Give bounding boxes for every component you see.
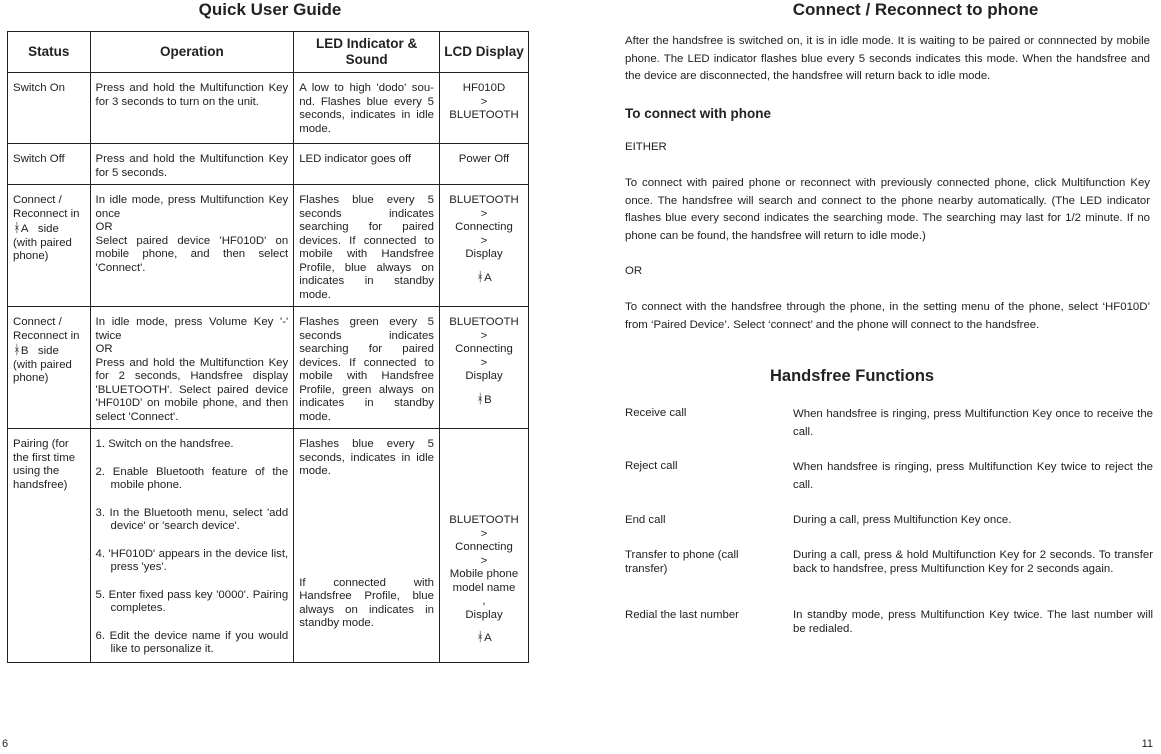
header-lcd: LCD Display [439, 32, 528, 73]
status-line: Reconnect in [13, 329, 80, 342]
option1-paragraph: To connect with paired phone or reconnect with previously connected phone, click Multifunction Key once. The handsfree will search and connect to the phone nearby automatically. (The LED indicator flashes blue every second indicates the searching mode. The searching may last for 1/2 minute. If no phone can be found, the handsfree will return to idle mode.) [625, 177, 1150, 242]
led-text: Flashes blue every 5 seconds, indicates in idle mode. [299, 438, 434, 477]
lcd-cell [439, 73, 528, 144]
lcd-cell [439, 429, 528, 663]
function-row [625, 406, 1155, 440]
lcd-cell: Power Off [439, 144, 528, 185]
lcd-line: , [482, 595, 486, 607]
pairing-step: 4. 'HF010D' appears in the device list, press 'yes'. [95, 547, 289, 573]
connect-title: Connect / Reconnect to phone [792, 0, 1039, 19]
lcd-letter: A [484, 632, 492, 644]
operation-line: In idle mode, press Volume Key '-' twice [95, 316, 289, 342]
operation-line: Press and hold the Multifunction Key for 2 seconds, Handsfree display 'BLUETOOTH'. Select paired device 'HF010D' on mobile phone, and then select 'Connect'. [95, 356, 289, 423]
lcd-line: > [480, 356, 488, 369]
lcd-line: BLUETOOTH [449, 109, 519, 121]
operation-line: OR [95, 343, 113, 355]
header-status: Status [8, 32, 91, 73]
function-desc: When handsfree is ringing, press Multifunction Key once to receive the call. [793, 408, 1153, 438]
led-cell: LED indicator goes off [294, 144, 440, 185]
function-label: Receive call [625, 407, 687, 419]
status-symbol-line [13, 343, 85, 359]
lcd-line: > [480, 207, 488, 220]
function-desc: During a call, press & hold Multifunction Key for 2 seconds. To transfer back to handsfree, press Multifunction Key for 2 seconds again. [793, 549, 1153, 575]
lcd-symbol [445, 630, 523, 646]
or-label: OR [625, 265, 643, 277]
lcd-letter: A [484, 271, 492, 284]
status-cell: Switch On [8, 73, 91, 144]
lcd-symbol [445, 392, 523, 408]
pairing-step: 3. In the Bluetooth menu, select 'add device' or 'search device'. [95, 506, 289, 532]
intro-paragraph: After the handsfree is switched on, it is in idle mode. It is waiting to be paired or connnected by mobile phone. The LED indicator flashes blue every 5 seconds indicates this mode. When the handsfree and the device are disconnected, the handsfree will return back to idle mode. [625, 35, 1150, 82]
lcd-line: HF010D [462, 82, 506, 94]
status-cell: Pairing (for the first time using the handsfree) [8, 429, 91, 663]
lcd-symbol [445, 270, 523, 286]
pairing-step: 6. Edit the device name if you would like to personalize it. [95, 629, 289, 655]
status-cell [8, 185, 91, 307]
function-label: Transfer to phone (call transfer) [625, 549, 739, 575]
function-label: Reject call [625, 460, 678, 472]
function-row [625, 459, 1155, 493]
lcd-line: Connecting [455, 541, 513, 553]
connect-heading: To connect with phone [625, 106, 771, 121]
header-operation: Operation [90, 32, 294, 73]
lcd-line: Connecting [455, 221, 513, 233]
bluetooth-icon: ᚼ [476, 629, 485, 644]
pairing-step: 1. Switch on the handsfree. [95, 438, 234, 450]
lcd-line: Display [465, 248, 503, 260]
function-desc: In standby mode, press Multifunction Key twice. The last number will be redialed. [793, 609, 1153, 635]
status-line: Connect / [13, 194, 62, 206]
function-desc: When handsfree is ringing, press Multifunction Key twice to reject the call. [793, 461, 1153, 491]
page-number-left: 6 [2, 738, 9, 750]
table-row-switch-off [8, 144, 529, 185]
table-row-switch-on [8, 73, 529, 144]
operation-cell [90, 307, 294, 429]
operation-cell [90, 429, 294, 663]
status-line: Connect / [13, 316, 62, 328]
status-line: (with paired phone) [13, 236, 72, 262]
operation-cell [90, 185, 294, 307]
status-line: Reconnect in [13, 207, 80, 220]
lcd-line: Display [465, 370, 503, 382]
lcd-line: Display [465, 608, 503, 621]
lcd-line: BLUETOOTH [449, 194, 519, 206]
led-cell: Flashes blue every 5 seconds indicates searching for paired devices. If connected to mobile with Handsfree Profile, blue always on indicates in standby mode. [294, 185, 440, 307]
right-page [600, 0, 1161, 754]
table-row-connect-b [8, 307, 529, 429]
function-row [625, 548, 1155, 592]
lcd-line: > [480, 95, 488, 108]
pairing-step: 2. Enable Bluetooth feature of the mobile phone. [95, 465, 289, 491]
status-symbol-line [13, 221, 85, 237]
led-text: If connected with Handsfree Profile, blue always on indicates in standby mode. [299, 576, 434, 629]
function-label: End call [625, 514, 666, 526]
either-label: EITHER [625, 141, 667, 153]
operation-line: In idle mode, press Multifunction Key once [95, 194, 289, 220]
left-page [0, 0, 540, 754]
option2-paragraph: To connect with the handsfree through the phone, in the setting menu of the phone, select ‘HF010D’ from ‘Paired Device’. Select ‘connect’ and the phone will connect to the handsfree. [625, 301, 1150, 331]
bluetooth-icon: ᚼ [13, 220, 21, 235]
lcd-line: BLUETOOTH [449, 316, 519, 328]
table-row-connect-a [8, 185, 529, 307]
led-cell: Flashes green every 5 seconds indicates searching for paired devices. If connected to mobile with Handsfree Profile, green always on indicates in standby mode. [294, 307, 440, 429]
operation-line: Select paired device 'HF010D' on mobile phone, and then select 'Connect'. [95, 234, 289, 274]
side-word: side [37, 345, 59, 357]
operation-cell: Press and hold the Multifunction Key for 5 seconds. [90, 144, 294, 185]
quick-guide-table [7, 31, 529, 663]
lcd-line: Connecting [455, 343, 513, 355]
status-cell: Switch Off [8, 144, 91, 185]
pairing-step: 5. Enter fixed pass key '0000'. Pairing completes. [95, 588, 289, 614]
led-cell: A low to high 'dodo' sou-nd. Flashes blue every 5 seconds, indicates in idle mode. [294, 73, 440, 144]
status-line: (with paired phone) [13, 358, 72, 384]
lcd-line: > [480, 329, 488, 342]
status-cell [8, 307, 91, 429]
lcd-line: > [480, 527, 488, 540]
lcd-line: > [480, 554, 488, 567]
lcd-cell [439, 307, 528, 429]
lcd-cell [439, 185, 528, 307]
functions-heading: Handsfree Functions [770, 367, 935, 385]
page-number-right: 11 [1141, 738, 1153, 750]
bluetooth-icon: ᚼ [476, 268, 485, 284]
quick-user-guide-title: Quick User Guide [198, 0, 342, 19]
bluetooth-icon: ᚼ [476, 390, 485, 406]
side-letter: B [20, 345, 29, 357]
led-cell [294, 429, 440, 663]
function-row [625, 513, 1155, 531]
side-letter: A [20, 223, 29, 235]
operation-line: OR [95, 221, 113, 233]
bluetooth-icon: ᚼ [13, 342, 21, 357]
function-desc: During a call, press Multifunction Key once. [793, 514, 1012, 526]
header-led: LED Indicator & Sound [294, 32, 440, 73]
lcd-line: BLUETOOTH [449, 514, 519, 526]
function-row [625, 608, 1155, 638]
lcd-line: Mobile phone model name [449, 568, 519, 594]
operation-cell: Press and hold the Multifunction Key for 3 seconds to turn on the unit. [90, 73, 294, 144]
table-header-row [8, 32, 529, 73]
side-word: side [37, 223, 59, 235]
function-label: Redial the last number [625, 609, 739, 621]
lcd-line: > [480, 234, 488, 247]
lcd-letter: B [484, 393, 492, 406]
table-row-pairing [8, 429, 529, 663]
